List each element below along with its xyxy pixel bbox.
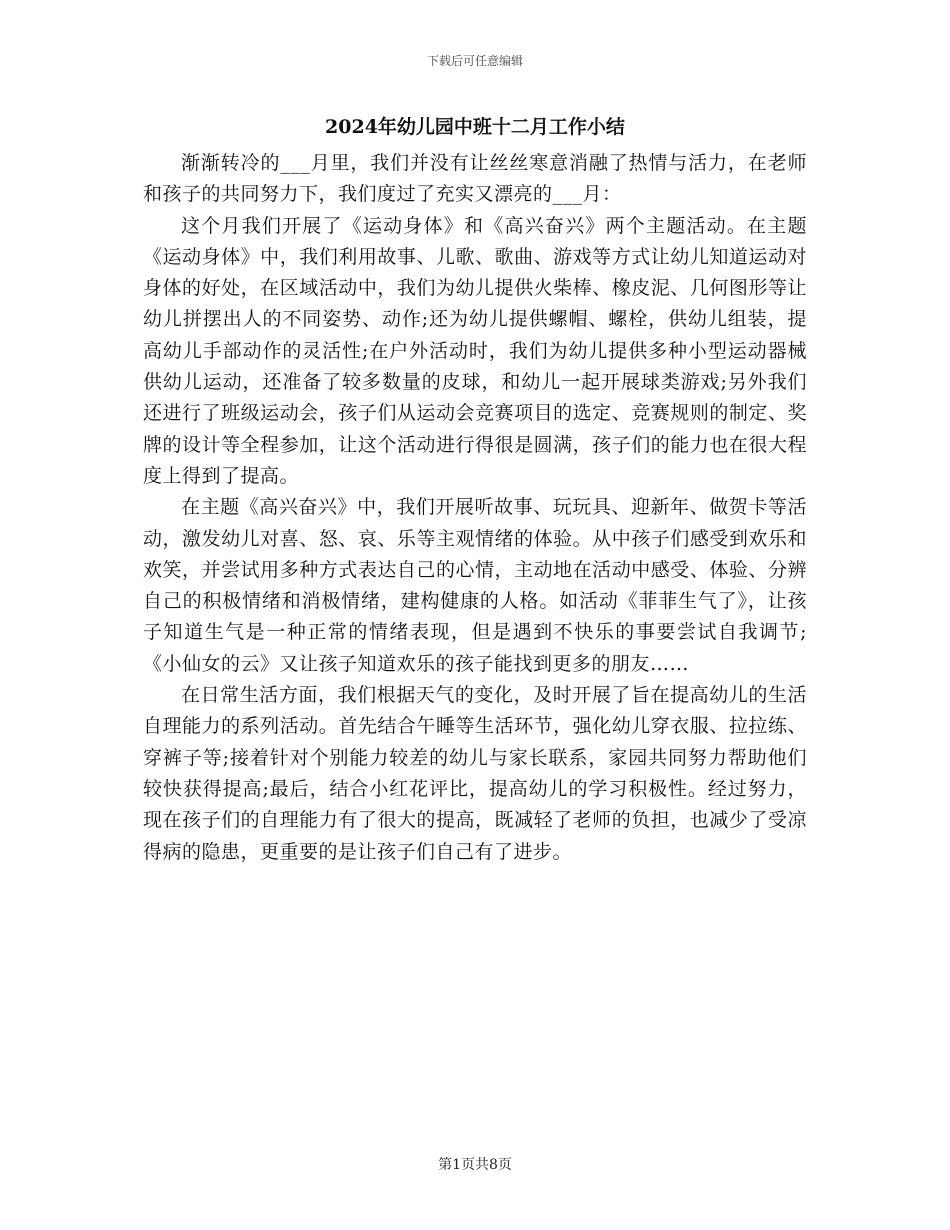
- paragraph-2: 这个月我们开展了《运动身体》和《高兴奋兴》两个主题活动。在主题《运动身体》中，我们利用故事、儿歌、歌曲、游戏等方式让幼儿知道运动对身体的好处，在区域活动中，我们为幼儿提供火柴棒、橡皮泥、几何图形等让幼儿拼摆出人的不同姿势、动作;还为幼儿提供螺帽、螺栓，供幼儿组装，提高幼儿手部动作的灵活性;在户外活动时，我们为幼儿提供多种小型运动器械供幼儿运动，还准备了较多数量的皮球，和幼儿一起开展球类游戏;另外我们还进行了班级运动会，孩子们从运动会竞赛项目的选定、竞赛规则的制定、奖牌的设计等全程参加，让这个活动进行得很是圆满，孩子们的能力也在很大程度上得到了提高。: [143, 214, 807, 487]
- document-title: 2024年幼儿园中班十二月工作小结: [325, 116, 625, 138]
- document-body: [143, 148, 807, 868]
- paragraph-3: 在主题《高兴奋兴》中，我们开展听故事、玩玩具、迎新年、做贺卡等活动，激发幼儿对喜、怒、哀、乐等主观情绪的体验。从中孩子们感受到欢乐和欢笑，并尝试用多种方式表达自己的心情，主动地在活动中感受、体验、分辨自己的积极情绪和消极情绪，建构健康的人格。如活动《菲菲生气了》，让孩子知道生气是一种正常的情绪表现，但是遇到不快乐的事要尝试自我调节;《小仙女的云》又让孩子知道欢乐的孩子能找到更多的朋友……: [143, 496, 807, 675]
- page-footer-number: 第1页共8页: [438, 1157, 512, 1173]
- page-header-note: 下载后可任意编辑: [426, 54, 523, 68]
- paragraph-1: 渐渐转冷的___月里，我们并没有让丝丝寒意消融了热情与活力，在老师和孩子的共同努力下，我们度过了充实又漂亮的___月：: [143, 152, 807, 206]
- paragraph-4: 在日常生活方面，我们根据天气的变化，及时开展了旨在提高幼儿的生活自理能力的系列活动。首先结合午睡等生活环节，强化幼儿穿衣服、拉拉练、穿裤子等;接着针对个别能力较差的幼儿与家长联系，家园共同努力帮助他们较快获得提高;最后，结合小红花评比，提高幼儿的学习积极性。经过努力，现在孩子们的自理能力有了很大的提高，既减轻了老师的负担，也减少了受凉得病的隐患，更重要的是让孩子们自己有了进步。: [143, 684, 807, 863]
